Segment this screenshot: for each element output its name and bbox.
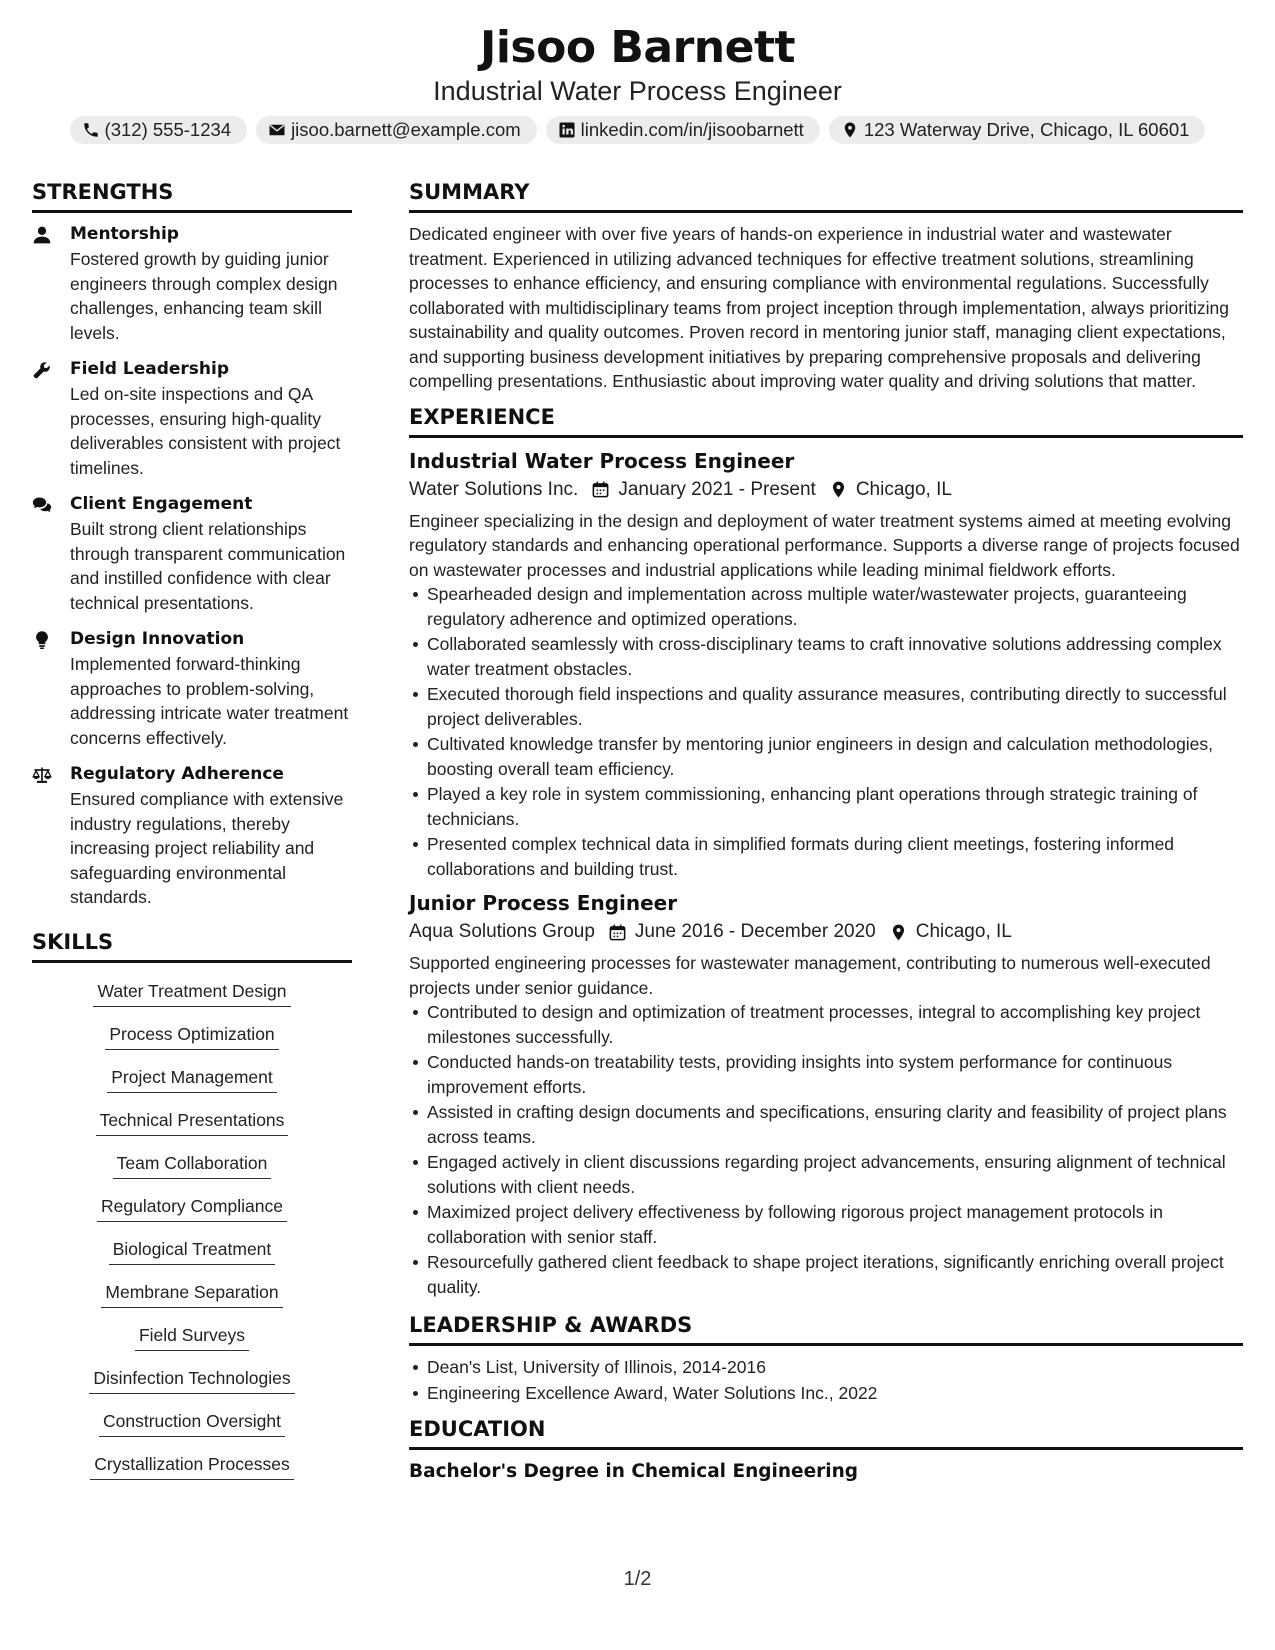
job-bullets: [409, 582, 1243, 881]
job-meta: [409, 917, 1243, 947]
awards-list: [409, 1355, 1243, 1405]
phone-icon: [82, 121, 100, 139]
strength-item: [32, 222, 352, 345]
strength-title: Client Engagement: [70, 494, 253, 514]
calendar-icon: [591, 480, 610, 499]
summary-heading: SUMMARY: [409, 178, 1243, 213]
job-meta: [409, 475, 1243, 505]
contact-email-text: jisoo.barnett@example.com: [291, 119, 521, 140]
contact-address-text: 123 Waterway Drive, Chicago, IL 60601: [863, 119, 1190, 140]
skill-tag: Crystallization Processes: [90, 1452, 293, 1480]
linkedin-icon: [558, 121, 576, 139]
summary-text: Dedicated engineer with over five years of hands-on experience in industrial water and wastewater treatment. Experienced in utilizing advanced techniques for effective treatment solutions, streamlining processes to enhance efficiency, and ensuring compliance with environmental regulations. Successfully collaborated with multidisciplinary teams from project inception through implementation, always prioritizing sustainability and quality outcomes. Proven record in mentoring junior staff, managing client expectations, and supporting business development initiatives by preparing comprehensive proposals and delivering compelling presentations. Enthusiastic about improving water quality and driving solutions that matter.: [409, 224, 1229, 391]
education-degree: Bachelor's Degree in Chemical Engineering: [409, 1461, 858, 1482]
contact-address: [829, 116, 1206, 144]
contact-linkedin-text: linkedin.com/in/jisoobarnett: [580, 119, 804, 140]
job-bullet: Resourcefully gathered client feedback to shape project iterations, significantly enriching overall project quality.: [427, 1250, 1243, 1299]
location-icon: [841, 121, 859, 139]
email-icon: [268, 121, 286, 139]
comments-icon: [32, 495, 52, 515]
contact-phone[interactable]: [70, 116, 248, 144]
job-dates: June 2016 - December 2020: [634, 921, 876, 942]
job-bullet: Assisted in crafting design documents and specifications, ensuring clarity and feasibility of project plans across teams.: [427, 1100, 1243, 1149]
right-column: [409, 178, 1243, 1485]
awards-heading: LEADERSHIP & AWARDS: [409, 1311, 1243, 1346]
strength-text: Ensured compliance with extensive industry regulations, thereby increasing project reliability and safeguarding environmental standards.: [70, 789, 344, 907]
job-entry: [409, 447, 1243, 882]
strengths-heading: STRENGTHS: [32, 178, 352, 213]
job-title: Junior Process Engineer: [409, 891, 678, 915]
strength-title: Design Innovation: [70, 629, 245, 649]
strength-title: Field Leadership: [70, 359, 230, 379]
strength-text: Implemented forward-thinking approaches to problem-solving, addressing intricate water treatment concerns effectively.: [70, 654, 349, 748]
location-icon: [829, 480, 848, 499]
skill-tag: Membrane Separation: [101, 1280, 282, 1308]
job-bullet: Spearheaded design and implementation across multiple water/wastewater projects, guaranteeing regulatory adherence and optimized operations.: [427, 582, 1243, 631]
strength-item: [32, 357, 352, 480]
strength-text: Built strong client relationships through transparent communication and instilled confidence with clear technical presentations.: [70, 519, 346, 613]
job-bullet: Contributed to design and optimization of treatment processes, integral to accomplishing key project milestones successfully.: [427, 1000, 1243, 1049]
job-description: Supported engineering processes for wastewater management, contributing to numerous well-executed projects under senior guidance.: [409, 953, 1211, 998]
location-icon: [889, 923, 908, 942]
skill-tag: Water Treatment Design: [93, 979, 290, 1007]
skill-tag: Construction Oversight: [99, 1409, 285, 1437]
job-company: Aqua Solutions Group: [409, 921, 595, 942]
skill-tag: Process Optimization: [105, 1022, 278, 1050]
award-item: Engineering Excellence Award, Water Solutions Inc., 2022: [427, 1381, 1243, 1406]
job-bullets: [409, 1000, 1243, 1299]
page-number: 1/2: [623, 1568, 652, 1590]
award-item: Dean's List, University of Illinois, 2014-2016: [427, 1355, 1243, 1380]
strength-title: Mentorship: [70, 224, 179, 244]
skill-tag: Team Collaboration: [113, 1151, 272, 1179]
job-bullet: Engaged actively in client discussions regarding project advancements, ensuring alignment of technical solutions with client needs.: [427, 1150, 1243, 1199]
strength-item: [32, 492, 352, 615]
skills-list: [32, 972, 352, 1488]
job-dates: January 2021 - Present: [618, 478, 816, 500]
job-entry: [409, 889, 1243, 1299]
strength-title: Regulatory Adherence: [70, 764, 284, 784]
job-bullet: Played a key role in system commissioning, enhancing plant operations through strategic training of technicians.: [427, 782, 1243, 831]
contact-linkedin[interactable]: [546, 116, 820, 144]
resume-header: [0, 22, 1275, 144]
job-bullet: Collaborated seamlessly with cross-disciplinary teams to craft innovative solutions addressing complex water treatment obstacles.: [427, 632, 1243, 681]
scale-icon: [32, 765, 52, 785]
job-title: Industrial Water Process Engineer: [409, 448, 795, 473]
skill-tag: Technical Presentations: [96, 1108, 289, 1136]
contact-bar: [0, 116, 1275, 144]
skill-tag: Project Management: [107, 1065, 276, 1093]
education-heading: EDUCATION: [409, 1415, 1243, 1450]
skills-heading: SKILLS: [32, 928, 352, 963]
calendar-icon: [608, 923, 627, 942]
skill-tag: Regulatory Compliance: [97, 1194, 287, 1222]
job-location: Chicago, IL: [915, 921, 1012, 942]
strength-text: Fostered growth by guiding junior engineers through complex design challenges, enhancing team skill levels.: [70, 249, 338, 343]
contact-phone-text: (312) 555-1234: [104, 119, 232, 140]
strength-item: [32, 627, 352, 750]
job-bullet: Executed thorough field inspections and quality assurance measures, contributing directly to successful project deliverables.: [427, 682, 1243, 731]
skill-tag: Field Surveys: [135, 1323, 249, 1351]
candidate-name: Jisoo Barnett: [479, 22, 796, 73]
left-column: [32, 178, 352, 1488]
candidate-title: Industrial Water Process Engineer: [433, 76, 842, 106]
job-bullet: Maximized project delivery effectiveness by following rigorous project management protocols in collaboration with senior staff.: [427, 1200, 1243, 1249]
user-icon: [32, 225, 52, 245]
job-bullet: Cultivated knowledge transfer by mentoring junior engineers in design and calculation methodologies, boosting overall team efficiency.: [427, 732, 1243, 781]
experience-heading: EXPERIENCE: [409, 403, 1243, 438]
job-bullet: Conducted hands-on treatability tests, providing insights into system performance for continuous improvement efforts.: [427, 1050, 1243, 1099]
job-company: Water Solutions Inc.: [409, 478, 579, 500]
job-bullet: Presented complex technical data in simplified formats during client meetings, fostering informed collaborations and building trust.: [427, 832, 1243, 881]
job-description: Engineer specializing in the design and deployment of water treatment systems aimed at meeting evolving regulatory standards and enhancing operational performance. Supports a diverse range of projects focused on wastewater processes and industrial applications while leading minimal fieldwork efforts.: [409, 510, 1240, 580]
strength-item: [32, 762, 352, 910]
contact-email[interactable]: [256, 116, 537, 144]
job-location: Chicago, IL: [855, 478, 952, 500]
wrench-icon: [32, 360, 52, 380]
strength-text: Led on-site inspections and QA processes, ensuring high-quality deliverables consistent with project timelines.: [70, 384, 341, 478]
lightbulb-icon: [32, 630, 52, 650]
skill-tag: Disinfection Technologies: [89, 1366, 294, 1394]
skill-tag: Biological Treatment: [109, 1237, 276, 1265]
